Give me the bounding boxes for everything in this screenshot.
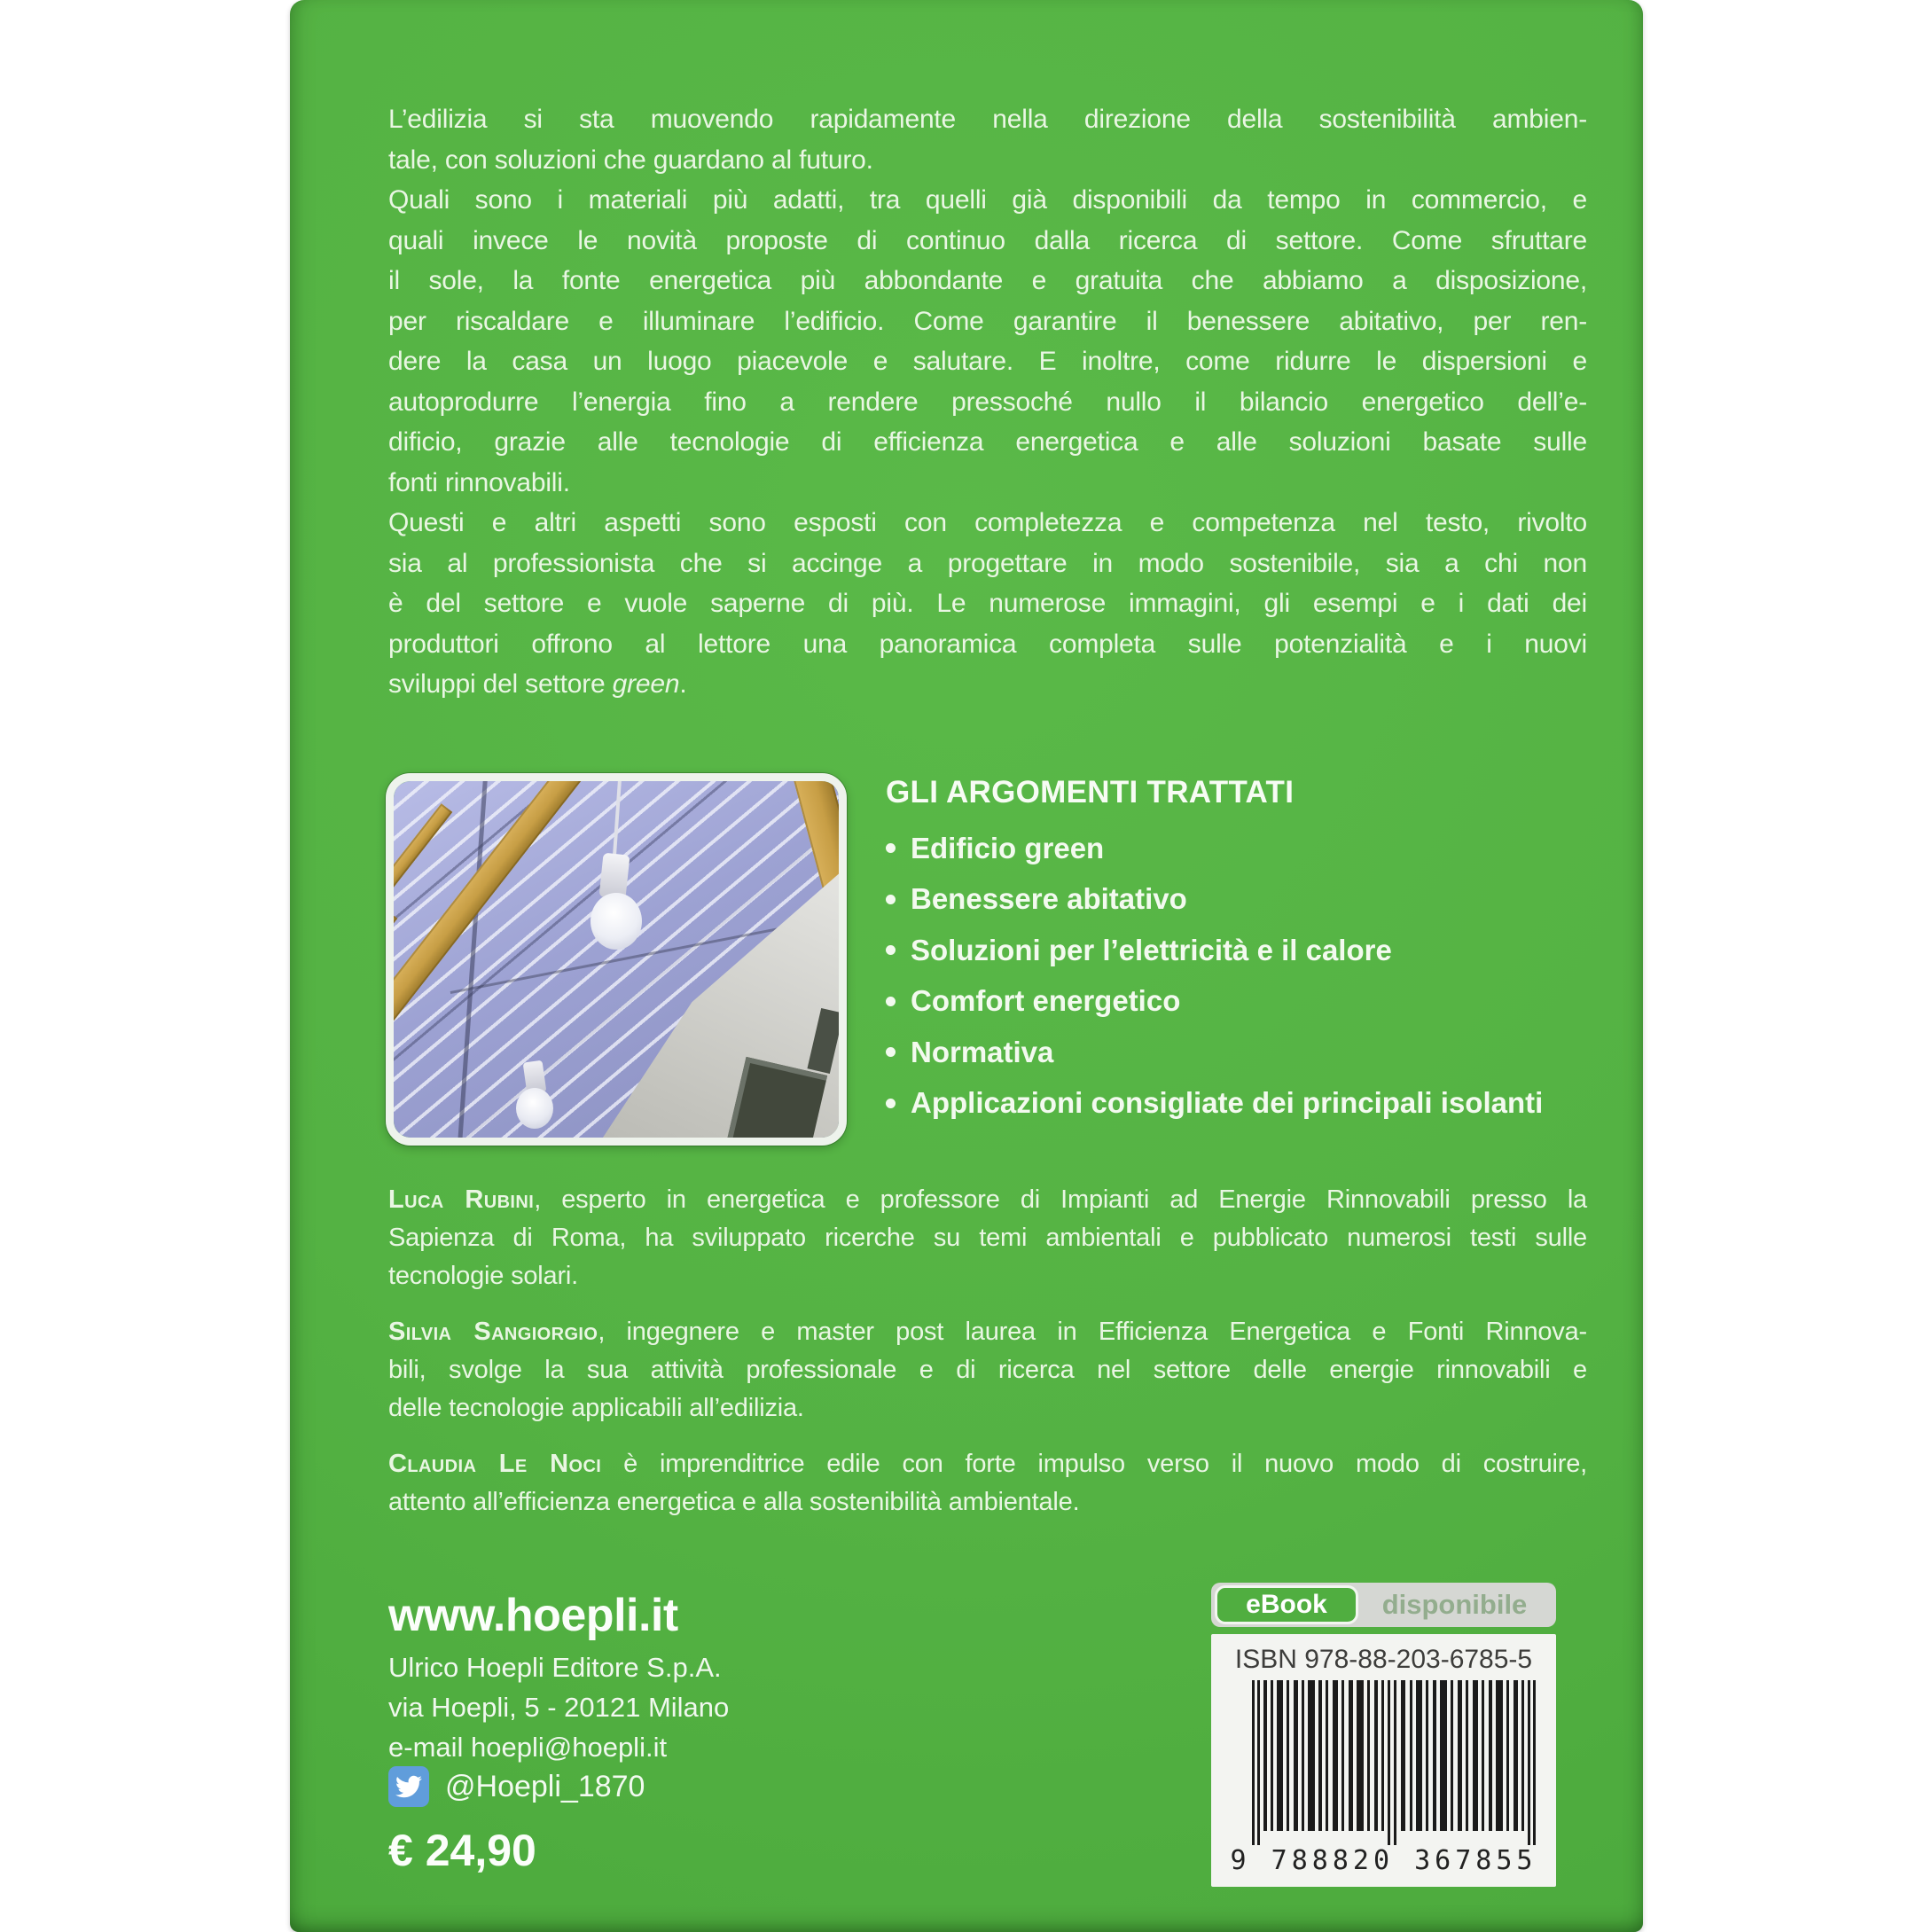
topic-label: Edificio green xyxy=(911,831,1105,864)
intro-line: è del settore e vuole saperne di più. Le numerose immagini, gli esempi e i dati dei xyxy=(388,589,1587,618)
isbn-box xyxy=(1211,1634,1556,1887)
author-name: Luca Rubini xyxy=(388,1185,535,1214)
intro-line: il sole, la fonte energetica più abbondante e gratuita che abbiamo a disposizione, xyxy=(388,266,1587,295)
twitter-bird-icon xyxy=(388,1766,429,1807)
bullet-dot-icon xyxy=(886,1047,896,1057)
intro-text xyxy=(388,99,1587,705)
publisher-street: via Hoepli, 5 - 20121 Milano xyxy=(388,1692,730,1723)
intro-line: tale, con soluzioni che guardano al futuro. xyxy=(388,145,873,175)
bio-line: Silvia Sangiorgio, ingegnere e master post laurea in Efficienza Energetica e Fonti Rinnova- xyxy=(388,1318,1587,1346)
topic-label: Comfort energetico xyxy=(911,984,1181,1018)
author-name: Silvia Sangiorgio xyxy=(388,1318,598,1346)
ebook-pill: eBook xyxy=(1215,1585,1358,1624)
bullet-dot-icon xyxy=(886,1099,896,1108)
topic-label: Normativa xyxy=(911,1035,1054,1068)
bio-line: attento all’efficienza energetica e alla sostenibilità ambientale. xyxy=(388,1488,1080,1516)
intro-line: quali invece le novità proposte di continuo dalla ricerca di settore. Come sfruttare xyxy=(388,225,1587,255)
authors-block xyxy=(388,1181,1587,1539)
intro-line: per riscaldare e illuminare l’edificio. Come garantire il benessere abitativo, per ren- xyxy=(388,306,1587,336)
bio-line: tecnologie solari. xyxy=(388,1262,579,1290)
topic-item xyxy=(886,874,1543,926)
intro-line: Quali sono i materiali più adatti, tra quelli già disponibili da tempo in commercio, e xyxy=(388,185,1587,215)
bullet-dot-icon xyxy=(886,945,896,955)
skylight-photo-inset xyxy=(386,773,847,1146)
publisher-address-block xyxy=(388,1647,729,1767)
intro-line: Questi e altri aspetti sono esposti con completezza e competenza nel testo, rivolto xyxy=(388,508,1587,537)
bio-line: Luca Rubini, esperto in energetica e professore di Impianti ad Energie Rinnovabili presso la xyxy=(388,1185,1587,1214)
bio-line: bili, svolge la sua attività professionale e di ricerca nel settore delle energie rinnovabili e xyxy=(388,1356,1587,1384)
price-label: € 24,90 xyxy=(388,1826,536,1875)
intro-line: sviluppi del settore green. xyxy=(388,669,687,699)
topic-item xyxy=(886,925,1543,976)
ebook-badge xyxy=(1211,1583,1556,1627)
bullet-dot-icon xyxy=(886,843,896,853)
book-back-cover xyxy=(290,0,1643,1932)
topic-label: Applicazioni consigliate dei principali isolanti xyxy=(911,1086,1544,1120)
intro-line: L’edilizia si sta muovendo rapidamente nella direzione della sostenibilità ambien- xyxy=(388,105,1587,134)
author-name: Claudia Le Noci xyxy=(388,1450,602,1478)
intro-line: produttori offrono al lettore una panoramica completa sulle potenzialità e i nuovi xyxy=(388,629,1587,659)
author-bio xyxy=(388,1445,1587,1521)
isbn-number: ISBN 978-88-203-6785-5 xyxy=(1234,1645,1533,1674)
topic-label: Soluzioni per l’elettricità e il calore xyxy=(911,933,1392,966)
intro-line: dere la casa un luogo piacevole e salutare. E inoltre, come ridurre le dispersioni e xyxy=(388,347,1587,376)
topic-item xyxy=(886,1078,1543,1130)
publisher-email: e-mail hoepli@hoepli.it xyxy=(388,1732,668,1763)
publisher-website: www.hoepli.it xyxy=(388,1590,678,1641)
intro-line: dificio, grazie alle tecnologie di efficienza energetica e alle soluzioni basate sulle xyxy=(388,427,1587,457)
author-bio xyxy=(388,1181,1587,1295)
topics-list xyxy=(886,823,1543,1129)
topic-item xyxy=(886,1027,1543,1078)
topics-heading: GLI ARGOMENTI TRATTATI xyxy=(886,775,1295,810)
ean-barcode xyxy=(1252,1680,1539,1845)
topic-item xyxy=(886,823,1543,874)
intro-line: sia al professionista che si accinge a progettare in modo sostenibile, sia a chi non xyxy=(388,548,1587,578)
bio-line: Claudia Le Noci è imprenditrice edile con forte impulso verso il nuovo modo di costruire, xyxy=(388,1450,1587,1478)
barcode-digits: 9 788820 367855 xyxy=(1230,1845,1537,1876)
topic-item xyxy=(886,976,1543,1028)
bullet-dot-icon xyxy=(886,895,896,904)
bio-line: delle tecnologie applicabili all’edilizia. xyxy=(388,1394,804,1422)
topic-label: Benessere abitativo xyxy=(911,882,1187,916)
twitter-row xyxy=(388,1766,645,1807)
pendant-lamp-bulb xyxy=(591,893,642,950)
ebook-availability: disponibile xyxy=(1381,1589,1528,1620)
bio-line: Sapienza di Roma, ha sviluppato ricerche su temi ambientali e pubblicato numerosi testi sulle xyxy=(388,1224,1587,1252)
pendant-lamp-bulb xyxy=(516,1088,553,1129)
intro-line: fonti rinnovabili. xyxy=(388,467,570,497)
intro-line: autoprodurre l’energia fino a rendere pressoché nullo il bilancio energetico dell’e- xyxy=(388,387,1587,417)
publisher-company: Ulrico Hoepli Editore S.p.A. xyxy=(388,1652,722,1683)
bullet-dot-icon xyxy=(886,997,896,1006)
author-bio xyxy=(388,1313,1587,1427)
twitter-handle: @Hoepli_1870 xyxy=(445,1769,645,1803)
